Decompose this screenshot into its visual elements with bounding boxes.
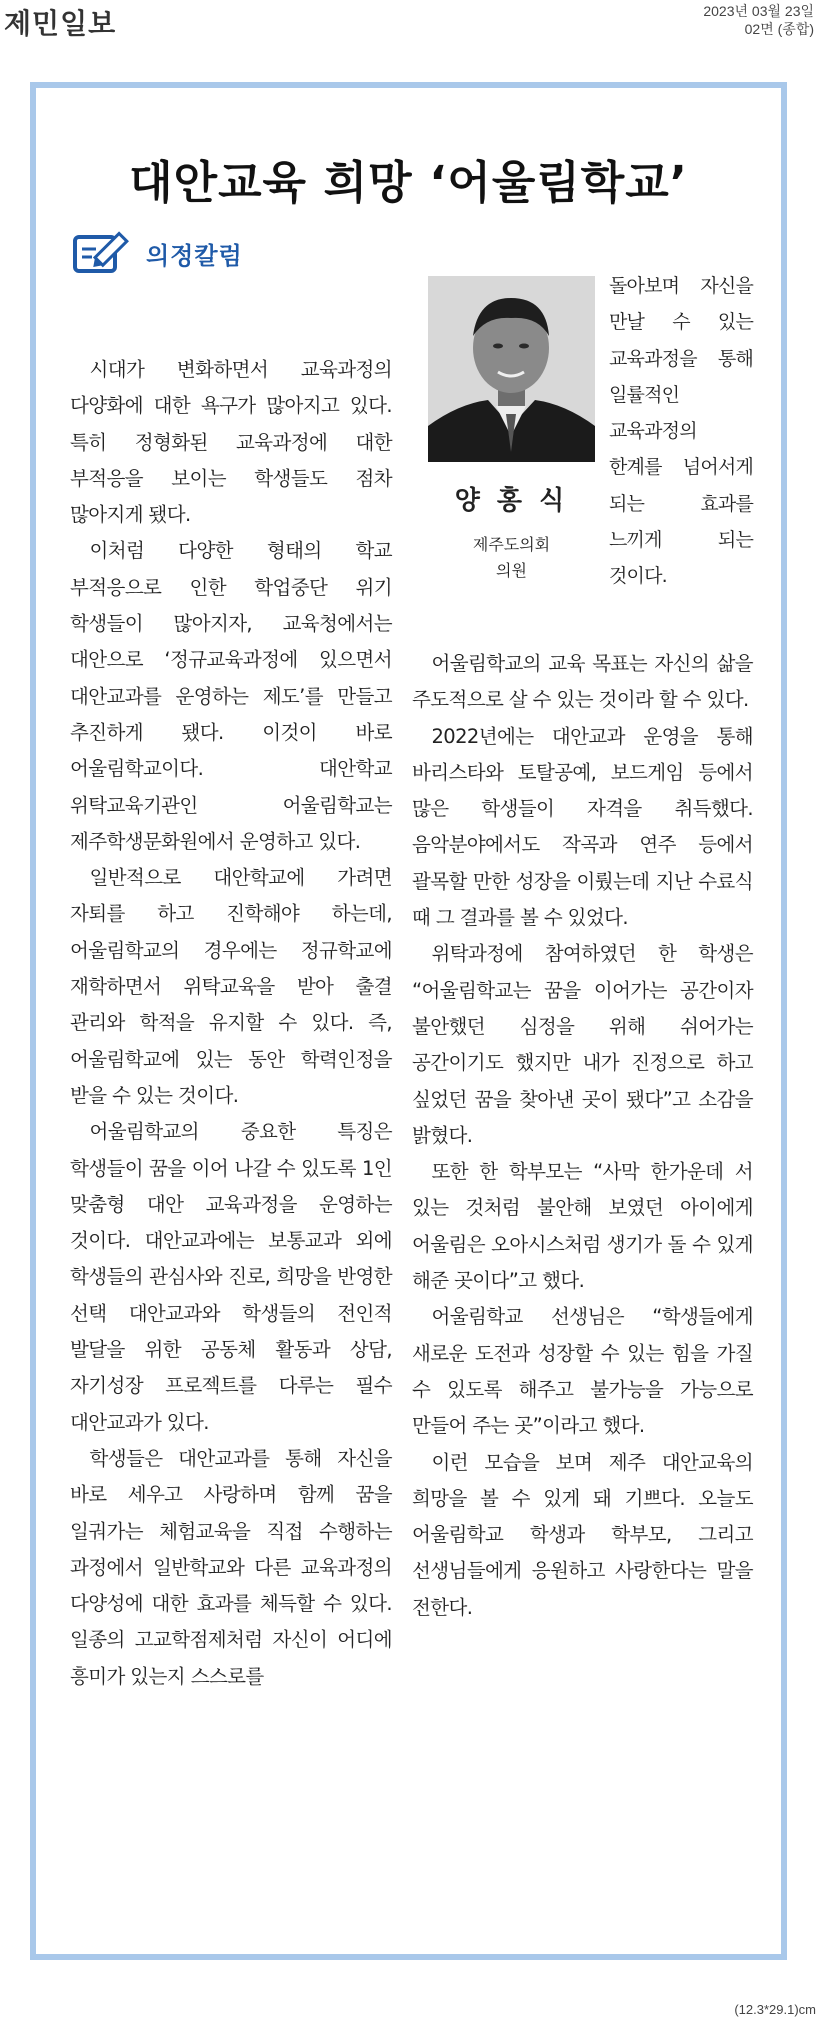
pen-note-icon — [72, 229, 132, 277]
paragraph: 위탁과정에 참여하였던 한 학생은 “어울림학교는 꿈을 이어가는 공간이자 불안했던 심정을 위해 쉬어가는 공간이기도 했지만 내가 진정으로 하고 싶었던 꿈을 찾아낸 곳이 됐다”고 소감을 밝혔다. — [412, 942, 753, 1147]
author-affiliation: 제주도의회 — [472, 535, 551, 554]
author-photo — [428, 276, 595, 462]
author-name: 양 홍 식 — [454, 486, 569, 516]
paragraph: 어울림학교의 교육 목표는 자신의 삶을 주도적으로 살 수 있는 것이라 할 수 있다. — [412, 652, 753, 712]
article-column-left — [70, 352, 392, 1695]
paragraph: 학생들은 대안교과를 통해 자신을 바로 세우고 사랑하며 함께 꿈을 일궈가는 체험교육을 직접 수행하는 과정에서 일반학교와 다른 교육과정의 다양성에 대한 효과를 체득할 수 있다. 일종의 고교학점제처럼 자신이 어디에 흥미가 있는지 스스로를 — [70, 1446, 392, 1688]
paragraph: 일반적으로 대안학교에 가려면 자퇴를 하고 진학해야 하는데, 어울림학교의 경우에는 정규학교에 재학하면서 위탁교육을 받아 출결 관리와 학적을 유지할 수 있다. 즉, 어울림학교에 있는 동안 학력인정을 받을 수 있는 것이다. — [70, 866, 392, 1107]
paragraph-continued: 돌아보며 자신을 만날 수 있는 교육과정을 통해 일률적인 교육과정의 한계를 넘어서게 되는 효과를 느끼게 되는 것이다. — [609, 275, 753, 588]
paragraph: 어울림학교의 중요한 특징은 학생들이 꿈을 이어 나갈 수 있도록 1인 맞춤형 대안 교육과정을 운영하는 것이다. 대안교과에는 보통교과 외에 학생들의 관심사와 진로, 희망을 반영한 선택 대안교과와 학생들의 전인적 발달을 위한 공동체 활동과 상담, 자기성장 프로젝트를 다루는 필수 대안교과가 있다. — [70, 1120, 392, 1434]
issue-date: 2023년 03월 23일 — [703, 3, 814, 19]
paragraph: 2022년에는 대안교과 운영을 통해 바리스타와 토탈공예, 보드게임 등에서 많은 학생들이 자격을 취득했다. 음악분야에서도 작곡과 연주 등에서 괄목할 만한 성장을 이뤘는데 지난 수료식 때 그 결과를 볼 수 있었다. — [412, 724, 753, 930]
paragraph: 또한 한 학부모는 “사막 한가운데 서 있는 것처럼 불안해 보였던 아이에게 어울림은 오아시스처럼 생기가 돌 수 있게 해준 곳이다”고 했다. — [412, 1160, 753, 1293]
author-title: 의원 — [496, 561, 527, 580]
paragraph: 이런 모습을 보며 제주 대안교육의 희망을 볼 수 있게 돼 기쁘다. 오늘도 어울림학교 학생과 학부모, 그리고 선생님들에게 응원하고 사랑한다는 말을 전한다. — [412, 1450, 753, 1619]
clipping-size-note: (12.3*29.1)cm — [734, 2002, 816, 2017]
paragraph: 이처럼 다양한 형태의 학교 부적응으로 인한 학업중단 위기 학생들이 많아지자, 교육청에서는 대안으로 ‘정규교육과정에 있으면서 대안교과를 운영하는 제도’를 만들고 추진하게 됐다. 이것이 바로 어울림학교이다. 대안학교 위탁교육기관인 어울림학교는 제주학생문화원에서 운영하고 있다. — [70, 539, 392, 853]
paragraph: 시대가 변화하면서 교육과정의 다양화에 대한 욕구가 많아지고 있다. 특히 정형화된 교육과정에 대한 부적응을 보이는 학생들도 점차 많아지게 됐다. — [70, 358, 392, 527]
column-label-text: 의정칼럼 — [146, 241, 243, 270]
author-role — [428, 532, 595, 584]
article-headline: 대안교육 희망 ‘어울림학교’ — [129, 156, 688, 209]
article-column-right — [412, 646, 753, 1626]
issue-page: 02면 (종합) — [744, 21, 814, 37]
newspaper-masthead: 제민일보 — [4, 7, 117, 40]
column-label — [72, 223, 243, 283]
article-frame — [30, 82, 787, 1960]
issue-meta — [703, 2, 814, 38]
article-column-right-top — [609, 268, 753, 595]
paragraph: 어울림학교 선생님은 “학생들에게 새로운 도전과 성장할 수 있는 힘을 가질 수 있도록 해주고 불가능을 가능으로 만들어 주는 곳”이라고 했다. — [412, 1305, 753, 1438]
